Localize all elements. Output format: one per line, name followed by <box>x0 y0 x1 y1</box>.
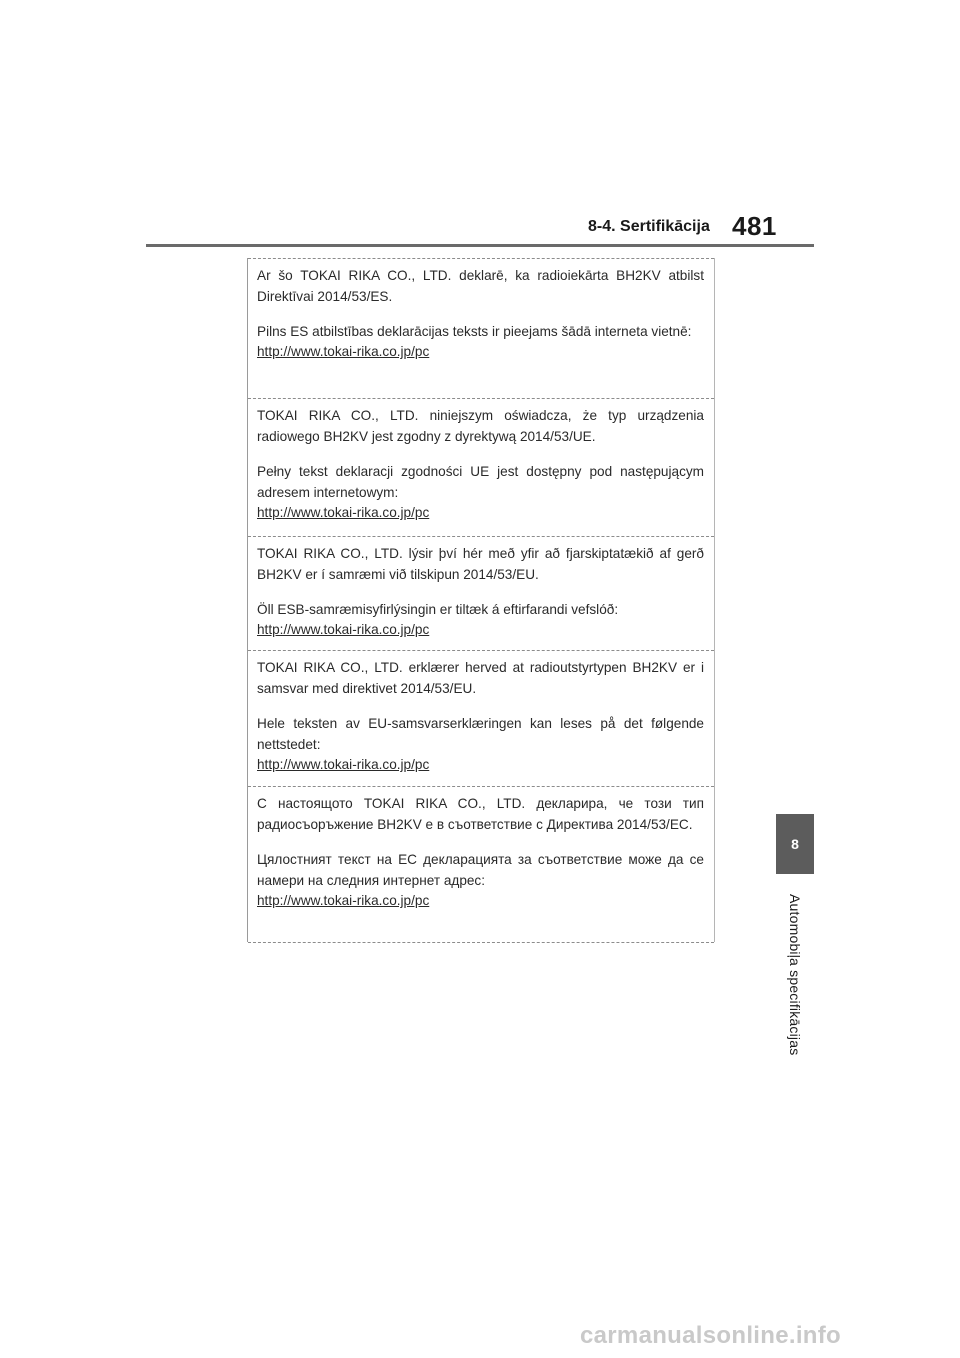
declaration-block-latvian <box>248 258 714 399</box>
declaration-availability: Öll ESB-samræmisyfirlýsingin er tiltæk á eftirfarandi vefslóð: <box>257 602 619 617</box>
watermark: carmanualsonline.info <box>580 1322 842 1349</box>
declaration-link[interactable]: http://www.tokai-rika.co.jp/pc <box>257 757 430 772</box>
declaration-statement: TOKAI RIKA CO., LTD. erklærer herved at radioutstyrtypen BH2KV er i samsvar med direktivet 2014/53/EU. <box>257 660 704 696</box>
declaration-link[interactable]: http://www.tokai-rika.co.jp/pc <box>257 622 430 637</box>
chapter-title-tab <box>776 882 814 1067</box>
declaration-availability: Hele teksten av EU-samsvarserklæringen kan leses på det følgende nettstedet: <box>257 716 704 752</box>
chapter-number: 8 <box>791 836 799 852</box>
declaration-block-bulgarian <box>248 786 714 943</box>
section-title: 8-4. Sertifikācija <box>588 218 710 235</box>
declaration-block-polish <box>248 398 714 537</box>
declaration-availability: Цялостният текст на ЕС декларацията за съответствие може да се намери на следния интернет адрес: <box>257 852 704 888</box>
declaration-statement: Ar šo TOKAI RIKA CO., LTD. deklarē, ka radioiekārta BH2KV atbilst Direktīvai 2014/53/ES. <box>257 268 704 304</box>
header-divider <box>146 244 814 247</box>
declaration-statement: С настоящото TOKAI RIKA CO., LTD. декларира, че този тип радиосъоръжение BH2KV е в съответствие с Директива 2014/53/ЕС. <box>257 796 704 832</box>
declaration-statement: TOKAI RIKA CO., LTD. niniejszym oświadcza, że typ urządzenia radiowego BH2KV jest zgodny z dyrektywą 2014/53/UE. <box>257 408 704 444</box>
declaration-availability: Pełny tekst deklaracji zgodności UE jest dostępny pod następującym adresem internetowym: <box>257 464 704 500</box>
declaration-availability: Pilns ES atbilstības deklarācijas teksts ir pieejams šādā interneta vietnē: <box>257 324 692 339</box>
declaration-link[interactable]: http://www.tokai-rika.co.jp/pc <box>257 344 430 359</box>
declaration-link[interactable]: http://www.tokai-rika.co.jp/pc <box>257 893 430 908</box>
declarations-box <box>247 258 715 942</box>
declaration-statement: TOKAI RIKA CO., LTD. lýsir því hér með yfir að fjarskiptatækið af gerð BH2KV er í samræmi við tilskipun 2014/53/EU. <box>257 546 704 582</box>
chapter-title: Automobiļa specifikācijas <box>787 893 803 1056</box>
chapter-number-tab <box>776 814 814 874</box>
page-number: 481 <box>732 211 777 241</box>
declaration-block-norwegian <box>248 650 714 787</box>
declaration-block-icelandic <box>248 536 714 651</box>
declaration-link[interactable]: http://www.tokai-rika.co.jp/pc <box>257 505 430 520</box>
